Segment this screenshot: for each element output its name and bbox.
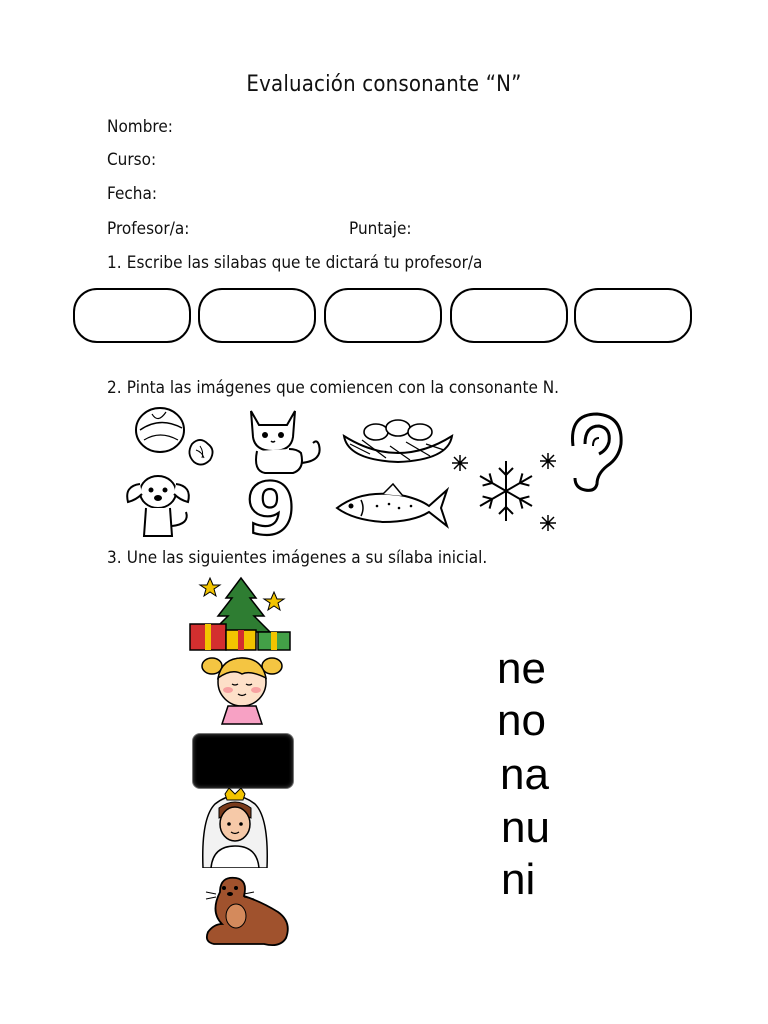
syllable-na[interactable]: na: [500, 750, 549, 799]
ear-icon[interactable]: [563, 410, 629, 494]
question-1-text: Escribe las silabas que te dictará tu profesor/a: [126, 253, 483, 273]
question-3: [107, 548, 487, 568]
answer-box-4[interactable]: [450, 288, 568, 343]
question-2-text: Pinta las imágenes que comiencen con la consonante N.: [126, 378, 560, 398]
question-1: [107, 253, 482, 273]
syllable-ni[interactable]: ni: [501, 855, 536, 904]
number-nine-icon[interactable]: [240, 476, 302, 540]
question-2: [107, 378, 559, 398]
black-bar-icon[interactable]: [192, 733, 294, 789]
nest-icon[interactable]: [340, 410, 456, 466]
answer-box-2[interactable]: [198, 288, 316, 343]
page-title: Evaluación consonante “N”: [246, 72, 522, 97]
snowflake-icon[interactable]: [446, 445, 566, 537]
girl-icon[interactable]: [200, 654, 284, 728]
date-label: Fecha:: [107, 184, 158, 204]
christmas-icon[interactable]: [188, 574, 294, 652]
course-label: Curso:: [107, 150, 157, 170]
cat-icon[interactable]: [243, 405, 327, 477]
svg-text:9: 9: [245, 476, 297, 540]
answer-box-5[interactable]: [574, 288, 692, 343]
dog-icon[interactable]: [120, 466, 196, 542]
teacher-label: Profesor/a:: [107, 219, 190, 239]
question-2-number: 2.: [107, 378, 122, 398]
question-3-text: Une las siguientes imágenes a su sílaba inicial.: [126, 548, 488, 568]
bride-icon[interactable]: [195, 788, 275, 868]
question-1-number: 1.: [107, 253, 122, 273]
fish-icon[interactable]: [333, 482, 451, 532]
otter-icon[interactable]: [200, 872, 294, 948]
question-3-number: 3.: [107, 548, 122, 568]
answer-box-1[interactable]: [73, 288, 191, 343]
score-label: Puntaje:: [349, 219, 412, 239]
syllable-nu[interactable]: nu: [501, 803, 550, 852]
walnut-icon[interactable]: [132, 402, 222, 472]
name-label: Nombre:: [107, 117, 173, 137]
syllable-no[interactable]: no: [497, 696, 546, 745]
answer-box-3[interactable]: [324, 288, 442, 343]
syllable-ne[interactable]: ne: [497, 644, 546, 693]
